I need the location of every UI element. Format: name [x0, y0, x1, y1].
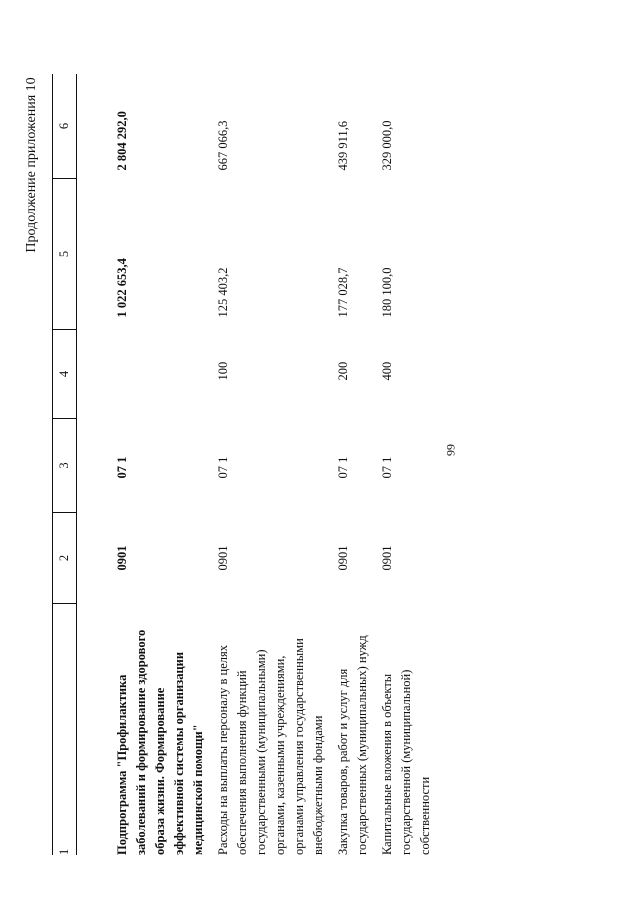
row-amount-6: 439 911,6 [336, 120, 350, 171]
row-expense-type: 400 [380, 361, 394, 381]
row-name: Расходы на выплаты персоналу в целях обеспечения выполнения функций государственными (муниципальными) органами, казенными учреждениями, органами управления государственными внебюджетными фондами [216, 638, 325, 855]
row-amount-5: 177 028,7 [336, 267, 350, 318]
row-expense-type: 100 [216, 361, 230, 381]
row-section-code: 0901 [216, 545, 230, 571]
row-amount-5: 180 100,0 [380, 267, 394, 318]
table-header-row [53, 74, 77, 855]
row-target-code: 07 1 [336, 456, 350, 479]
row-target-code: 07 1 [216, 456, 230, 479]
header-col-2: 2 [53, 513, 77, 604]
header-col-1: 1 [53, 604, 77, 856]
row-name: Подпрограмма "Профилактика заболеваний и формирование здорового образа жизни. Формирование эффективной системы организации медицинской помощи" [115, 629, 205, 855]
row-section-code: 0901 [115, 545, 129, 571]
rotated-table-container [52, 85, 472, 855]
row-amount-5: 1 022 653,4 [115, 258, 129, 318]
header-col-6: 6 [53, 74, 77, 179]
table-wrapper [52, 85, 472, 855]
row-section-code: 0901 [336, 545, 350, 571]
table-row [328, 74, 372, 855]
row-target-code: 07 1 [115, 456, 129, 479]
row-amount-6: 2 804 292,0 [115, 111, 129, 171]
row-target-code: 07 1 [380, 456, 394, 479]
header-col-3: 3 [53, 419, 77, 513]
budget-table [52, 74, 435, 855]
header-col-5: 5 [53, 179, 77, 330]
row-amount-6: 667 066,3 [216, 120, 230, 171]
table-row [372, 74, 435, 855]
continuation-label: Продолжение приложения 10 [24, 77, 39, 253]
row-name: Капитальные вложения в объекты государственной (муниципальной) собственности [380, 669, 432, 855]
table-row-subprogram [77, 74, 209, 855]
page-number: 99 [443, 444, 458, 456]
table-row [208, 74, 328, 855]
row-amount-5: 125 403,2 [216, 267, 230, 318]
row-section-code: 0901 [380, 545, 394, 571]
header-col-4: 4 [53, 330, 77, 419]
row-expense-type [77, 330, 209, 419]
row-name: Закупка товаров, работ и услуг для государственных (муниципальных) нужд [336, 635, 369, 855]
row-amount-6: 329 000,0 [380, 120, 394, 171]
row-expense-type: 200 [336, 361, 350, 381]
